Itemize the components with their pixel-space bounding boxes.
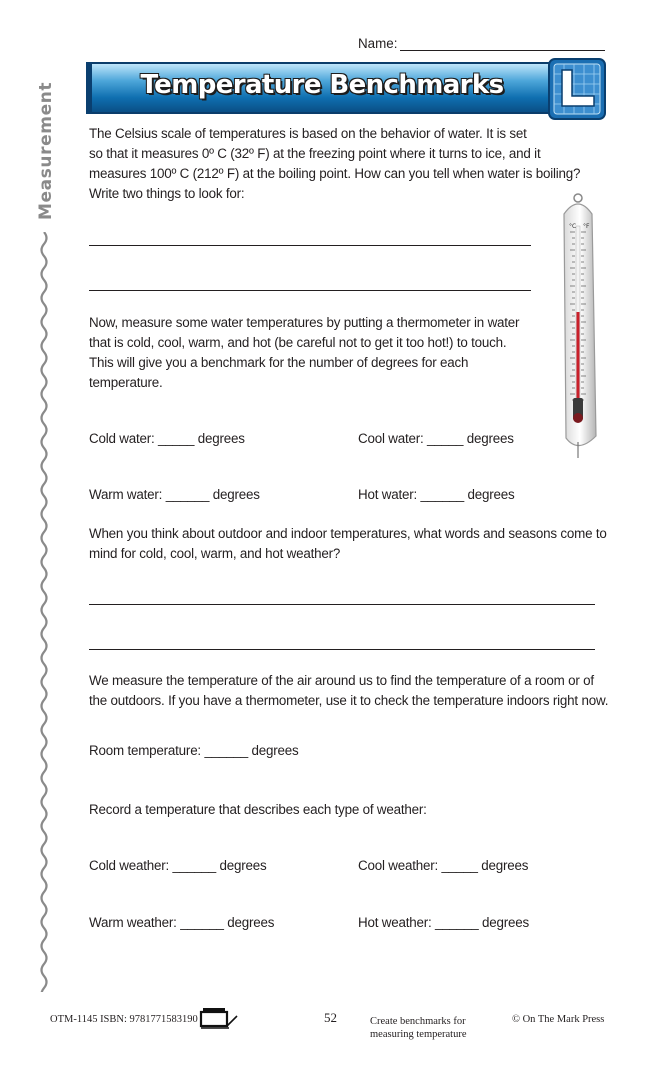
measure-line-1: Now, measure some water temperatures by putting a thermometer in water [89, 315, 520, 330]
answer-line-2[interactable] [89, 290, 531, 291]
measure-line-2: that is cold, cool, warm, and hot (be careful not to get it too hot!) to touch. [89, 335, 507, 350]
book-logo-icon [199, 1006, 239, 1030]
celsius-scale-label: °C [569, 223, 577, 230]
name-label: Name: [358, 36, 398, 51]
warm-weather-field[interactable]: Warm weather: ______ degrees [89, 915, 275, 930]
footer-objective-line-1: Create benchmarks for [370, 1016, 466, 1027]
cool-weather-field[interactable]: Cool weather: _____ degrees [358, 858, 529, 873]
footer-publisher: © On The Mark Press [512, 1014, 605, 1025]
air-text-line-2: the outdoors. If you have a thermometer, use it to check the temperature indoors right now. [89, 693, 609, 708]
record-prompt: Record a temperature that describes each type of weather: [89, 802, 427, 817]
cold-water-field[interactable]: Cold water: _____ degrees [89, 431, 245, 446]
intro-line-3: measures 100º C (212º F) at the boiling point. How can you tell when water is boiling? [89, 166, 581, 181]
footer-objective-line-2: measuring temperature [370, 1029, 467, 1040]
measure-line-3: This will give you a benchmark for the number of degrees for each [89, 355, 469, 370]
intro-line-2: so that it measures 0º C (32º F) at the freezing point where it turns to ice, and it [89, 146, 541, 161]
margin-squiggle-line [38, 232, 50, 992]
seasons-question-line-1: When you think about outdoor and indoor temperatures, what words and seasons come to [89, 526, 607, 541]
cold-weather-field[interactable]: Cold weather: ______ degrees [89, 858, 267, 873]
room-temperature-field[interactable]: Room temperature: ______ degrees [89, 743, 299, 758]
cool-water-field[interactable]: Cool water: _____ degrees [358, 431, 514, 446]
page-number: 52 [324, 1010, 337, 1025]
name-field-line[interactable] [400, 50, 605, 51]
seasons-question-line-2: mind for cold, cool, warm, and hot weather? [89, 546, 341, 561]
answer-line-1[interactable] [89, 245, 531, 246]
answer-line-3[interactable] [89, 604, 595, 605]
hot-water-field[interactable]: Hot water: ______ degrees [358, 487, 515, 502]
warm-water-field[interactable]: Warm water: ______ degrees [89, 487, 260, 502]
intro-line-4: Write two things to look for: [89, 186, 245, 201]
footer-code: OTM-1145 ISBN: 9781771583190 [50, 1014, 198, 1025]
measure-line-4: temperature. [89, 375, 163, 390]
measurement-grid-logo-icon [548, 58, 606, 120]
side-section-label: Measurement [36, 81, 56, 220]
page-title: Temperature Benchmarks [140, 70, 504, 100]
answer-line-4[interactable] [89, 649, 595, 650]
fahrenheit-scale-label: °F [583, 223, 590, 230]
intro-line-1: The Celsius scale of temperatures is based on the behavior of water. It is set [89, 126, 527, 141]
air-text-line-1: We measure the temperature of the air around us to find the temperature of a room or of [89, 673, 594, 688]
hot-weather-field[interactable]: Hot weather: ______ degrees [358, 915, 530, 930]
thermometer-illustration [556, 192, 600, 460]
